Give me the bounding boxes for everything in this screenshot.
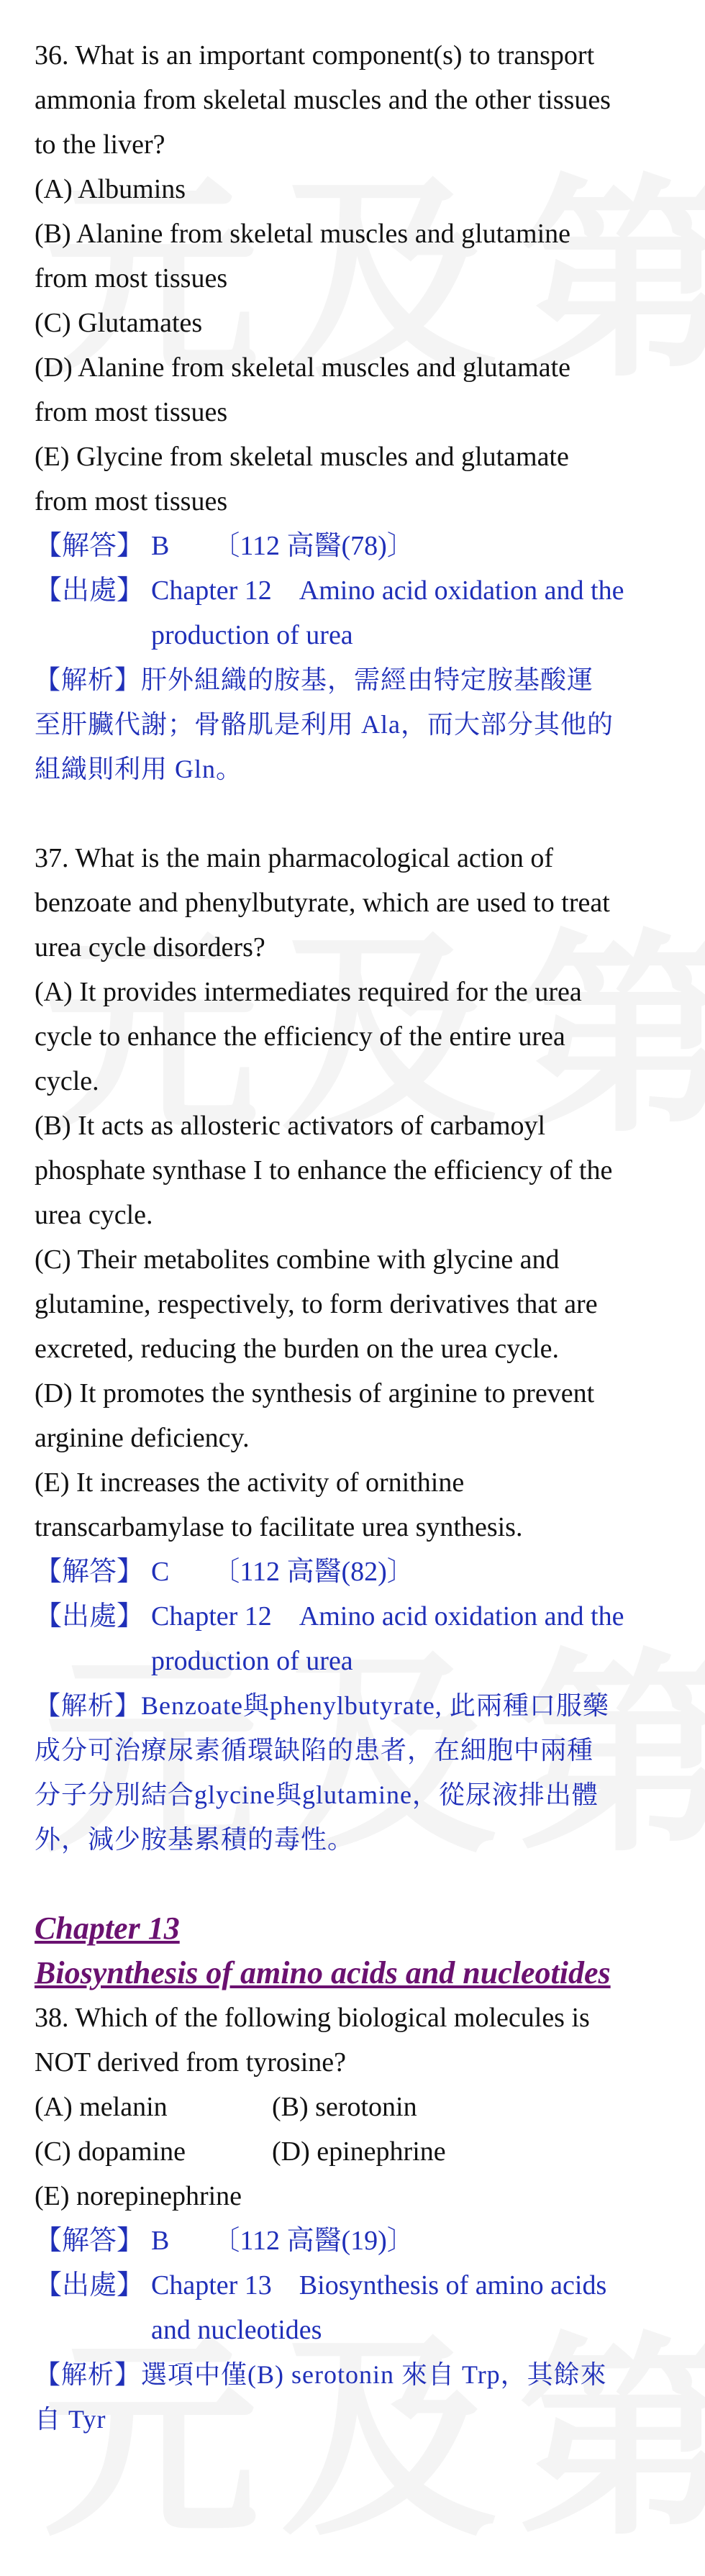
question-38 xyxy=(35,1995,675,2441)
document-page xyxy=(35,33,675,2441)
analysis-line: 【解析】Benzoate與phenylbutyrate, 此兩種口服藥 xyxy=(35,1691,609,1720)
source-line: Chapter 12 Amino acid oxidation and the xyxy=(151,575,624,606)
source-line: Chapter 12 Amino acid oxidation and the xyxy=(151,1601,624,1631)
analysis-line: 【解析】肝外組織的胺基，需經由特定胺基酸運 xyxy=(35,665,594,694)
stem-line: NOT derived from tyrosine? xyxy=(35,2047,347,2077)
analysis-line: 至肝臟代謝；骨骼肌是利用 Ala，而大部分其他的 xyxy=(35,710,614,739)
analysis-block xyxy=(35,1683,675,1862)
answer-block xyxy=(35,1549,675,1683)
analysis-block xyxy=(35,2352,675,2441)
option-b: (B) serotonin xyxy=(272,2092,417,2122)
option-line: (D) It promotes the synthesis of arginine to prevent xyxy=(35,1378,595,1408)
exam-source: 〔112 高醫(19)〕 xyxy=(212,2226,414,2256)
source-line: and nucleotides xyxy=(151,2315,322,2345)
option-line: cycle. xyxy=(35,1066,99,1096)
analysis-line: 成分可治療尿素循環缺陷的患者，在細胞中兩種 xyxy=(35,1736,594,1765)
option-line: from most tissues xyxy=(35,486,228,516)
option-line: (B) Alanine from skeletal muscles and glutamine xyxy=(35,219,571,249)
answer-value: B xyxy=(151,531,170,561)
option-line: (A) It provides intermediates required for the urea xyxy=(35,977,582,1007)
stem-line: 36. What is an important component(s) to transport xyxy=(35,40,595,70)
option-line: from most tissues xyxy=(35,263,228,293)
option-line: excreted, reducing the burden on the urea cycle. xyxy=(35,1334,560,1364)
analysis-line: 【解析】選項中僅(B) serotonin 來自 Trp，其餘來 xyxy=(35,2360,607,2389)
option-line: (D) Alanine from skeletal muscles and glutamate xyxy=(35,352,570,383)
analysis-line: 分子分別結合glycine與glutamine，從尿液排出體 xyxy=(35,1780,599,1809)
answer-tag: 【解答】 xyxy=(35,1557,145,1587)
stem-line: ammonia from skeletal muscles and the other tissues xyxy=(35,85,611,115)
option-line: glutamine, respectively, to form derivatives that are xyxy=(35,1289,598,1319)
option-e: (E) norepinephrine xyxy=(35,2181,242,2211)
answer-value: C xyxy=(151,1557,170,1587)
source-line: production of urea xyxy=(151,1646,353,1676)
option-line: (C) Glutamates xyxy=(35,308,203,338)
exam-source: 〔112 高醫(78)〕 xyxy=(212,531,414,561)
option-line: (A) Albumins xyxy=(35,174,186,204)
source-tag: 【出處】 xyxy=(35,2270,145,2300)
option-line: (B) It acts as allosteric activators of carbamoyl xyxy=(35,1111,546,1141)
option-line: arginine deficiency. xyxy=(35,1423,250,1453)
stem-line: urea cycle disorders? xyxy=(35,932,265,962)
option-a: (A) melanin xyxy=(35,2092,168,2122)
option-line: from most tissues xyxy=(35,397,228,427)
option-line: urea cycle. xyxy=(35,1200,153,1230)
question-36 xyxy=(35,33,675,791)
answer-value: B xyxy=(151,2226,170,2256)
question-stem xyxy=(35,836,675,1549)
option-line: (E) It increases the activity of ornithine xyxy=(35,1467,465,1498)
option-line: (C) Their metabolites combine with glycine and xyxy=(35,1244,560,1275)
question-stem xyxy=(35,1995,675,2218)
chapter-number: Chapter 13 xyxy=(35,1911,180,1946)
analysis-line: 外，減少胺基累積的毒性。 xyxy=(35,1825,355,1854)
question-37 xyxy=(35,836,675,1862)
answer-block xyxy=(35,524,675,657)
stem-line: 38. Which of the following biological molecules is xyxy=(35,2003,590,2033)
analysis-block xyxy=(35,657,675,791)
option-line: cycle to enhance the efficiency of the entire urea xyxy=(35,1021,565,1052)
analysis-line: 組織則利用 Gln。 xyxy=(35,755,243,783)
option-d: (D) epinephrine xyxy=(272,2136,446,2167)
answer-tag: 【解答】 xyxy=(35,2226,145,2256)
source-tag: 【出處】 xyxy=(35,575,145,606)
stem-line: benzoate and phenylbutyrate, which are used to treat xyxy=(35,888,610,918)
source-line: Chapter 13 Biosynthesis of amino acids xyxy=(151,2270,607,2300)
exam-source: 〔112 高醫(82)〕 xyxy=(212,1557,414,1587)
chapter-title: Biosynthesis of amino acids and nucleotides xyxy=(35,1955,611,1990)
option-line: transcarbamylase to facilitate urea synthesis. xyxy=(35,1512,523,1542)
question-stem xyxy=(35,33,675,524)
option-c: (C) dopamine xyxy=(35,2136,186,2167)
stem-line: to the liver? xyxy=(35,129,165,160)
answer-block xyxy=(35,2218,675,2352)
source-tag: 【出處】 xyxy=(35,1601,145,1631)
source-line: production of urea xyxy=(151,620,353,650)
option-line: phosphate synthase I to enhance the efficiency of the xyxy=(35,1155,613,1185)
analysis-line: 自 Tyr xyxy=(35,2405,106,2434)
answer-tag: 【解答】 xyxy=(35,531,145,561)
option-line: (E) Glycine from skeletal muscles and glutamate xyxy=(35,442,569,472)
stem-line: 37. What is the main pharmacological action of xyxy=(35,843,554,873)
